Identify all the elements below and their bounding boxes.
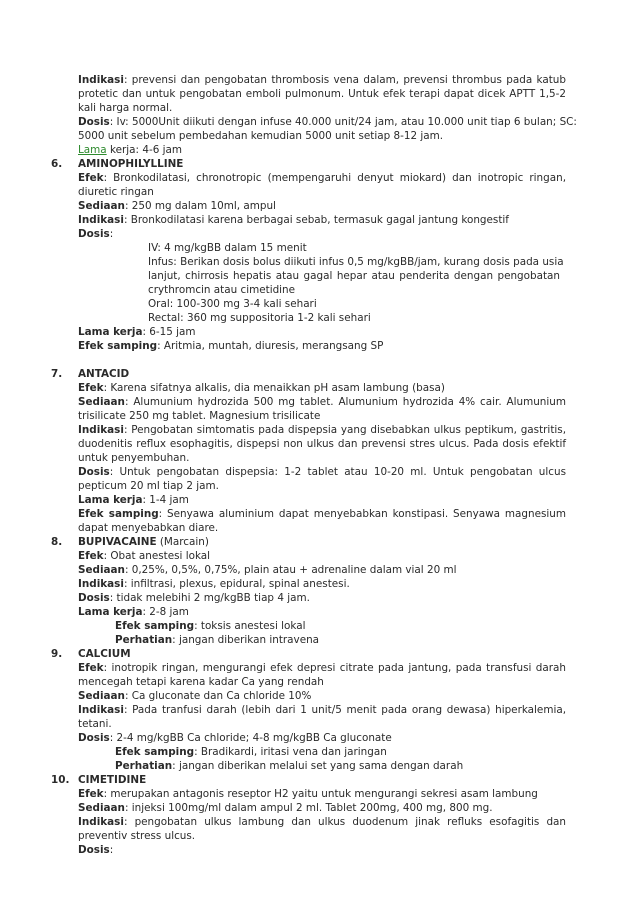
efek-line: Efek: merupakan antagonis reseptor H2 yaitu untuk mengurangi sekresi asam lambung [78, 788, 538, 800]
efek-samping-line: Efek samping: Senyawa aluminium dapat menyebabkan konstipasi. Senyawa magnesium [78, 508, 566, 520]
indikasi-line: Indikasi: Bronkodilatasi karena berbagai sebab, termasuk gagal jantung kongestif [78, 214, 509, 226]
dosis-line: Dosis: [78, 228, 114, 240]
section-number: 9. [51, 648, 63, 660]
sediaan-line: Sediaan: Alumunium hydrozida 500 mg tablet. Alumunium hydrozida 4% cair. Alumunium [78, 396, 566, 408]
intro-indikasi-line: Indikasi: prevensi dan pengobatan thrombosis vena dalam, prevensi thrombus pada katub [78, 74, 566, 86]
perhatian-line: Perhatian: jangan diberikan melalui set yang sama dengan darah [115, 760, 464, 772]
indikasi-line: Indikasi: Pada tranfusi darah (lebih dari 1 unit/5 menit pada orang dewasa) hiperkalemia, [78, 704, 566, 716]
efek-line: Efek: Karena sifatnya alkalis, dia menaikkan pH asam lambung (basa) [78, 382, 445, 394]
indikasi-line: Indikasi: infiltrasi, plexus, epidural, spinal anestesi. [78, 578, 350, 590]
section-number: 7. [51, 368, 63, 380]
sediaan-line: Sediaan: injeksi 100mg/ml dalam ampul 2 ml. Tablet 200mg, 400 mg, 800 mg. [78, 802, 493, 814]
dosis-detail: Rectal: 360 mg suppositoria 1-2 kali sehari [148, 312, 371, 324]
section-title: AMINOPHILYLLINE [78, 158, 184, 170]
indikasi-line: Indikasi: pengobatan ulkus lambung dan ulkus duodenum jinak refluks esofagitis dan [78, 816, 566, 828]
indikasi-line: preventiv stress ulcus. [78, 830, 196, 842]
indikasi-line: untuk penyembuhan. [78, 452, 190, 464]
efek-line: Efek: inotropik ringan, mengurangi efek depresi citrate pada jantung, pada transfusi darah [78, 662, 566, 674]
efek-line: Efek: Obat anestesi lokal [78, 550, 211, 562]
intro-dosis-line: Dosis: Iv: 5000Unit diikuti dengan infuse 40.000 unit/24 jam, atau 10.000 unit tiap 6 bulan; SC: [78, 116, 577, 128]
section-number: 10. [51, 774, 70, 786]
dosis-line: Dosis: 2-4 mg/kgBB Ca chloride; 4-8 mg/kgBB Ca gluconate [78, 732, 392, 744]
efek-samping-line: dapat menyebabkan diare. [78, 522, 219, 534]
lama-kerja-line: Lama kerja: 1-4 jam [78, 494, 189, 506]
intro-lama-line: Lama kerja: 4-6 jam [78, 144, 182, 156]
sediaan-line: Sediaan: 0,25%, 0,5%, 0,75%, plain atau + adrenaline dalam vial 20 ml [78, 564, 457, 576]
section-title: CALCIUM [78, 648, 131, 660]
indikasi-line: tetani. [78, 718, 112, 730]
lama-kerja-line: Lama kerja: 6-15 jam [78, 326, 196, 338]
section-title: CIMETIDINE [78, 774, 147, 786]
dosis-line: Dosis: [78, 844, 114, 856]
intro-dosis-line: 5000 unit sebelum pembedahan kemudian 5000 unit setiap 8-12 jam. [78, 130, 444, 142]
sediaan-line: trisilicate 250 mg tablet. Magnesium trisilicate [78, 410, 321, 422]
efek-samping-line: Efek samping: Bradikardi, iritasi vena dan jaringan [115, 746, 387, 758]
lama-link[interactable]: Lama [78, 144, 107, 156]
efek-samping-line: Efek samping: toksis anestesi lokal [115, 620, 306, 632]
dosis-detail: Oral: 100-300 mg 3-4 kali sehari [148, 298, 317, 310]
section-title: ANTACID [78, 368, 130, 380]
sediaan-line: Sediaan: Ca gluconate dan Ca chloride 10% [78, 690, 312, 702]
intro-indikasi-line: kali harga normal. [78, 102, 173, 114]
intro-indikasi-line: protetic dan untuk pengobatan emboli pulmonum. Untuk efek terapi dapat dicek APTT 1,5-2 [78, 88, 566, 100]
dosis-detail: IV: 4 mg/kgBB dalam 15 menit [148, 242, 307, 254]
dosis-detail: Infus: Berikan dosis bolus diikuti infus 0,5 mg/kgBB/jam, kurang dosis pada usia [148, 256, 564, 268]
indikasi-line: duodenitis reflux esophagitis, dispepsi non ulkus dan prevensi stres ulcus. Pada dosis efektif [78, 438, 566, 450]
section-number: 6. [51, 158, 63, 170]
dosis-detail: lanjut, chirrosis hepatis atau gagal hepar atau penderita dengan pengobatan [148, 270, 560, 282]
efek-samping-line: Efek samping: Aritmia, muntah, diuresis, merangsang SP [78, 340, 384, 352]
dosis-detail: crythromcin atau cimetidine [148, 284, 296, 296]
efek-line: Efek: Bronkodilatasi, chronotropic (mempengaruhi denyut miokard) dan inotropic ringan, [78, 172, 566, 184]
section-number: 8. [51, 536, 63, 548]
section-title: BUPIVACAINE (Marcain) [78, 536, 209, 548]
dosis-line: pepticum 20 ml tiap 2 jam. [78, 480, 219, 492]
indikasi-line: Indikasi: Pengobatan simtomatis pada dispepsia yang disebabkan ulkus peptikum, gastritis, [78, 424, 566, 436]
dosis-line: Dosis: Untuk pengobatan dispepsia: 1-2 tablet atau 10-20 ml. Untuk pengobatan ulcus [78, 466, 566, 478]
sediaan-line: Sediaan: 250 mg dalam 10ml, ampul [78, 200, 276, 212]
perhatian-line: Perhatian: jangan diberikan intravena [115, 634, 320, 646]
efek-line: mencegah tetapi karena kadar Ca yang rendah [78, 676, 324, 688]
lama-kerja-line: Lama kerja: 2-8 jam [78, 606, 189, 618]
efek-line: diuretic ringan [78, 186, 154, 198]
dosis-line: Dosis: tidak melebihi 2 mg/kgBB tiap 4 jam. [78, 592, 310, 604]
